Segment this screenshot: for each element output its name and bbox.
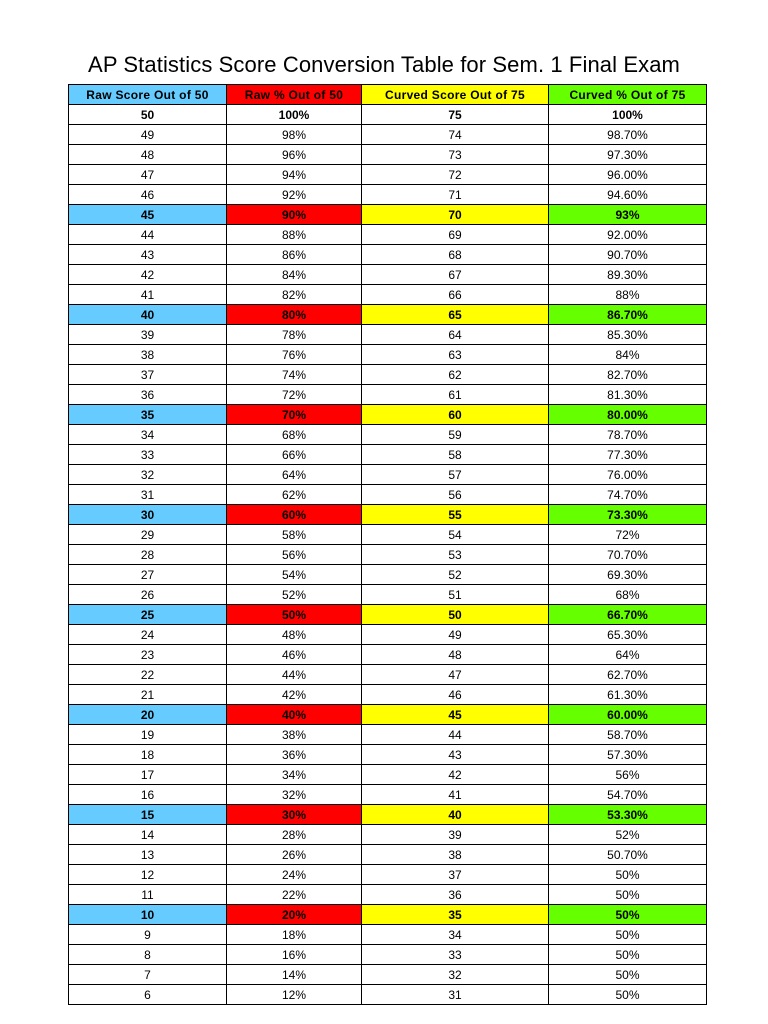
table-row (69, 565, 707, 585)
cell-curved-score: 74 (362, 125, 549, 145)
cell-raw-score: 19 (69, 725, 227, 745)
cell-curved-score: 73 (362, 145, 549, 165)
cell-curved-percent: 50% (549, 945, 707, 965)
cell-curved-score: 72 (362, 165, 549, 185)
cell-curved-score: 42 (362, 765, 549, 785)
cell-curved-percent: 62.70% (549, 665, 707, 685)
cell-raw-score: 47 (69, 165, 227, 185)
cell-curved-percent: 53.30% (549, 805, 707, 825)
cell-raw-percent: 30% (227, 805, 362, 825)
table-row (69, 305, 707, 325)
cell-curved-score: 50 (362, 605, 549, 625)
cell-curved-percent: 50% (549, 865, 707, 885)
cell-curved-percent: 89.30% (549, 265, 707, 285)
cell-curved-score: 66 (362, 285, 549, 305)
cell-curved-percent: 50% (549, 905, 707, 925)
cell-raw-score: 22 (69, 665, 227, 685)
cell-raw-score: 32 (69, 465, 227, 485)
cell-curved-percent: 57.30% (549, 745, 707, 765)
cell-curved-score: 60 (362, 405, 549, 425)
cell-raw-score: 10 (69, 905, 227, 925)
cell-raw-score: 27 (69, 565, 227, 585)
cell-raw-percent: 96% (227, 145, 362, 165)
cell-curved-percent: 86.70% (549, 305, 707, 325)
table-row (69, 505, 707, 525)
table-row (69, 205, 707, 225)
cell-raw-percent: 54% (227, 565, 362, 585)
cell-curved-percent: 84% (549, 345, 707, 365)
cell-curved-score: 37 (362, 865, 549, 885)
cell-raw-score: 37 (69, 365, 227, 385)
cell-raw-percent: 100% (227, 105, 362, 125)
cell-raw-percent: 52% (227, 585, 362, 605)
cell-curved-score: 68 (362, 245, 549, 265)
table-row (69, 245, 707, 265)
cell-curved-percent: 74.70% (549, 485, 707, 505)
cell-curved-percent: 50% (549, 885, 707, 905)
cell-curved-score: 56 (362, 485, 549, 505)
cell-curved-score: 54 (362, 525, 549, 545)
cell-curved-score: 71 (362, 185, 549, 205)
cell-curved-percent: 60.00% (549, 705, 707, 725)
cell-raw-score: 16 (69, 785, 227, 805)
cell-curved-score: 49 (362, 625, 549, 645)
cell-raw-score: 18 (69, 745, 227, 765)
cell-raw-percent: 14% (227, 965, 362, 985)
table-row (69, 445, 707, 465)
cell-curved-percent: 82.70% (549, 365, 707, 385)
cell-curved-percent: 94.60% (549, 185, 707, 205)
cell-curved-percent: 68% (549, 585, 707, 605)
cell-raw-score: 44 (69, 225, 227, 245)
cell-curved-score: 67 (362, 265, 549, 285)
header-raw-percent: Raw % Out of 50 (227, 85, 362, 105)
cell-curved-score: 69 (362, 225, 549, 245)
cell-raw-score: 29 (69, 525, 227, 545)
cell-curved-score: 34 (362, 925, 549, 945)
cell-raw-score: 39 (69, 325, 227, 345)
score-conversion-table (68, 84, 707, 1005)
cell-raw-score: 24 (69, 625, 227, 645)
cell-raw-score: 34 (69, 425, 227, 445)
cell-curved-score: 40 (362, 805, 549, 825)
cell-curved-score: 31 (362, 985, 549, 1005)
cell-curved-score: 35 (362, 905, 549, 925)
cell-curved-percent: 100% (549, 105, 707, 125)
cell-curved-score: 52 (362, 565, 549, 585)
table-row (69, 645, 707, 665)
cell-curved-score: 58 (362, 445, 549, 465)
table-body (69, 105, 707, 1005)
cell-raw-percent: 98% (227, 125, 362, 145)
cell-curved-percent: 96.00% (549, 165, 707, 185)
cell-raw-percent: 28% (227, 825, 362, 845)
cell-raw-score: 8 (69, 945, 227, 965)
table-row (69, 265, 707, 285)
table-row (69, 145, 707, 165)
cell-curved-score: 70 (362, 205, 549, 225)
cell-curved-percent: 72% (549, 525, 707, 545)
cell-raw-percent: 16% (227, 945, 362, 965)
cell-curved-score: 47 (362, 665, 549, 685)
cell-raw-score: 30 (69, 505, 227, 525)
table-row (69, 665, 707, 685)
cell-raw-score: 31 (69, 485, 227, 505)
cell-curved-score: 64 (362, 325, 549, 345)
cell-curved-percent: 77.30% (549, 445, 707, 465)
table-row (69, 345, 707, 365)
cell-raw-score: 48 (69, 145, 227, 165)
cell-raw-percent: 12% (227, 985, 362, 1005)
cell-curved-percent: 64% (549, 645, 707, 665)
cell-curved-percent: 73.30% (549, 505, 707, 525)
cell-curved-percent: 50% (549, 925, 707, 945)
cell-raw-percent: 68% (227, 425, 362, 445)
cell-curved-percent: 70.70% (549, 545, 707, 565)
cell-raw-percent: 44% (227, 665, 362, 685)
cell-curved-score: 55 (362, 505, 549, 525)
cell-curved-percent: 90.70% (549, 245, 707, 265)
cell-raw-percent: 48% (227, 625, 362, 645)
header-curved-percent: Curved % Out of 75 (549, 85, 707, 105)
cell-raw-percent: 38% (227, 725, 362, 745)
cell-curved-score: 57 (362, 465, 549, 485)
cell-raw-percent: 40% (227, 705, 362, 725)
cell-raw-score: 25 (69, 605, 227, 625)
cell-raw-percent: 18% (227, 925, 362, 945)
cell-raw-score: 35 (69, 405, 227, 425)
cell-raw-score: 20 (69, 705, 227, 725)
header-raw-score: Raw Score Out of 50 (69, 85, 227, 105)
cell-raw-percent: 76% (227, 345, 362, 365)
cell-raw-score: 42 (69, 265, 227, 285)
table-row (69, 765, 707, 785)
cell-raw-score: 28 (69, 545, 227, 565)
table-row (69, 985, 707, 1005)
cell-raw-percent: 78% (227, 325, 362, 345)
header-curved-score: Curved Score Out of 75 (362, 85, 549, 105)
cell-raw-score: 15 (69, 805, 227, 825)
table-row (69, 385, 707, 405)
table-row (69, 425, 707, 445)
cell-raw-percent: 92% (227, 185, 362, 205)
cell-raw-score: 43 (69, 245, 227, 265)
cell-curved-score: 43 (362, 745, 549, 765)
cell-curved-score: 63 (362, 345, 549, 365)
cell-curved-score: 33 (362, 945, 549, 965)
table-row (69, 845, 707, 865)
table-row (69, 905, 707, 925)
cell-curved-score: 59 (362, 425, 549, 445)
table-row (69, 585, 707, 605)
cell-raw-percent: 22% (227, 885, 362, 905)
table-row (69, 685, 707, 705)
table-row (69, 465, 707, 485)
cell-curved-score: 36 (362, 885, 549, 905)
cell-raw-score: 36 (69, 385, 227, 405)
cell-curved-percent: 50.70% (549, 845, 707, 865)
page-title: AP Statistics Score Conversion Table for Sem. 1 Final Exam (88, 52, 680, 77)
cell-curved-score: 61 (362, 385, 549, 405)
cell-raw-score: 41 (69, 285, 227, 305)
table-row (69, 745, 707, 765)
table-row (69, 785, 707, 805)
cell-raw-percent: 80% (227, 305, 362, 325)
cell-raw-percent: 84% (227, 265, 362, 285)
cell-raw-score: 11 (69, 885, 227, 905)
cell-curved-percent: 50% (549, 985, 707, 1005)
cell-curved-percent: 92.00% (549, 225, 707, 245)
cell-raw-score: 40 (69, 305, 227, 325)
cell-raw-percent: 64% (227, 465, 362, 485)
cell-raw-score: 38 (69, 345, 227, 365)
cell-curved-percent: 80.00% (549, 405, 707, 425)
cell-curved-score: 53 (362, 545, 549, 565)
cell-curved-score: 46 (362, 685, 549, 705)
table-row (69, 945, 707, 965)
table-row (69, 325, 707, 345)
table-row (69, 485, 707, 505)
cell-curved-percent: 93% (549, 205, 707, 225)
cell-curved-percent: 66.70% (549, 605, 707, 625)
table-row (69, 625, 707, 645)
table-row (69, 865, 707, 885)
table-row (69, 365, 707, 385)
cell-raw-percent: 66% (227, 445, 362, 465)
cell-raw-score: 49 (69, 125, 227, 145)
cell-raw-score: 6 (69, 985, 227, 1005)
cell-curved-percent: 85.30% (549, 325, 707, 345)
table-row (69, 545, 707, 565)
cell-curved-percent: 65.30% (549, 625, 707, 645)
cell-curved-score: 44 (362, 725, 549, 745)
cell-curved-percent: 58.70% (549, 725, 707, 745)
table-row (69, 825, 707, 845)
cell-curved-score: 65 (362, 305, 549, 325)
cell-curved-percent: 50% (549, 965, 707, 985)
cell-raw-score: 7 (69, 965, 227, 985)
cell-curved-percent: 56% (549, 765, 707, 785)
cell-raw-percent: 20% (227, 905, 362, 925)
table-row (69, 605, 707, 625)
cell-curved-percent: 81.30% (549, 385, 707, 405)
cell-raw-percent: 26% (227, 845, 362, 865)
cell-curved-percent: 61.30% (549, 685, 707, 705)
cell-raw-percent: 62% (227, 485, 362, 505)
table-row (69, 405, 707, 425)
cell-raw-score: 50 (69, 105, 227, 125)
cell-raw-percent: 70% (227, 405, 362, 425)
cell-curved-score: 32 (362, 965, 549, 985)
cell-curved-score: 75 (362, 105, 549, 125)
cell-curved-percent: 98.70% (549, 125, 707, 145)
table-header-row (69, 85, 707, 105)
cell-raw-score: 13 (69, 845, 227, 865)
cell-curved-score: 39 (362, 825, 549, 845)
cell-raw-score: 33 (69, 445, 227, 465)
cell-raw-percent: 34% (227, 765, 362, 785)
table-row (69, 525, 707, 545)
cell-raw-percent: 60% (227, 505, 362, 525)
cell-raw-percent: 58% (227, 525, 362, 545)
cell-raw-score: 17 (69, 765, 227, 785)
cell-raw-percent: 82% (227, 285, 362, 305)
cell-curved-percent: 78.70% (549, 425, 707, 445)
cell-raw-score: 23 (69, 645, 227, 665)
table-row (69, 125, 707, 145)
table-row (69, 105, 707, 125)
cell-raw-score: 9 (69, 925, 227, 945)
cell-raw-percent: 88% (227, 225, 362, 245)
cell-curved-percent: 69.30% (549, 565, 707, 585)
cell-raw-score: 26 (69, 585, 227, 605)
table-row (69, 225, 707, 245)
cell-curved-percent: 97.30% (549, 145, 707, 165)
cell-raw-percent: 56% (227, 545, 362, 565)
cell-curved-percent: 76.00% (549, 465, 707, 485)
cell-raw-percent: 90% (227, 205, 362, 225)
cell-curved-score: 51 (362, 585, 549, 605)
cell-curved-score: 41 (362, 785, 549, 805)
table-row (69, 725, 707, 745)
cell-curved-percent: 88% (549, 285, 707, 305)
cell-raw-percent: 36% (227, 745, 362, 765)
cell-raw-percent: 50% (227, 605, 362, 625)
table-row (69, 185, 707, 205)
table-row (69, 925, 707, 945)
cell-raw-percent: 32% (227, 785, 362, 805)
cell-raw-score: 14 (69, 825, 227, 845)
cell-curved-score: 48 (362, 645, 549, 665)
cell-raw-score: 46 (69, 185, 227, 205)
cell-curved-percent: 52% (549, 825, 707, 845)
cell-raw-percent: 46% (227, 645, 362, 665)
cell-raw-percent: 86% (227, 245, 362, 265)
table-row (69, 165, 707, 185)
cell-raw-percent: 74% (227, 365, 362, 385)
cell-raw-score: 45 (69, 205, 227, 225)
table-row (69, 285, 707, 305)
cell-curved-score: 38 (362, 845, 549, 865)
cell-curved-score: 45 (362, 705, 549, 725)
cell-raw-score: 21 (69, 685, 227, 705)
table-row (69, 705, 707, 725)
table-row (69, 965, 707, 985)
cell-curved-score: 62 (362, 365, 549, 385)
cell-raw-percent: 72% (227, 385, 362, 405)
cell-curved-percent: 54.70% (549, 785, 707, 805)
cell-raw-score: 12 (69, 865, 227, 885)
table-row (69, 885, 707, 905)
cell-raw-percent: 94% (227, 165, 362, 185)
cell-raw-percent: 24% (227, 865, 362, 885)
cell-raw-percent: 42% (227, 685, 362, 705)
table-row (69, 805, 707, 825)
